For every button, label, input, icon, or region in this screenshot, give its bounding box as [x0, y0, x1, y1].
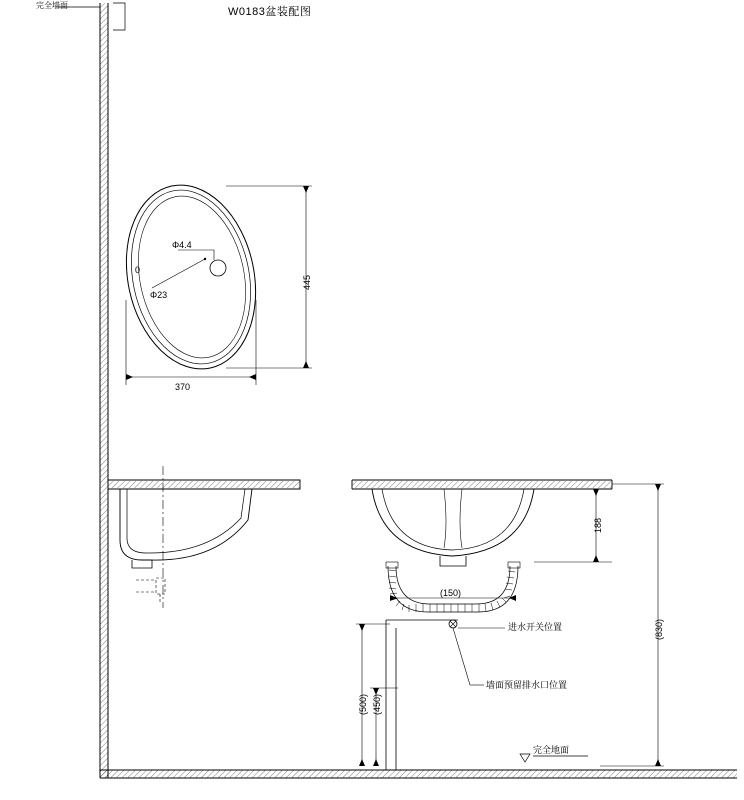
water-inlet-height-dim: (500) — [358, 693, 368, 715]
top-view-width-dim: 370 — [175, 382, 191, 392]
total-height-dim: (830) — [654, 618, 664, 640]
wall-vertical — [100, 3, 108, 778]
inlet-valve-label: 进水开关位置 — [508, 622, 563, 632]
wall-drain-label: 墙面预留排水口位置 — [486, 680, 568, 690]
hole-diameter-label: Φ4.4 — [172, 240, 192, 250]
top-view-height-dim: 445 — [302, 274, 312, 290]
floor-horizontal — [100, 770, 737, 778]
floor-level-label: 完全地面 — [533, 745, 570, 755]
corner-note-label: 完全墙面 — [36, 1, 68, 10]
drawing-title: W0183盆装配图 — [228, 6, 312, 18]
corner-note-leader — [58, 3, 125, 30]
left-section-view — [108, 466, 300, 608]
drain-diameter-label: Φ23 — [150, 290, 168, 300]
trap-width-dim: (150) — [440, 588, 462, 598]
drain-height-dim: (450) — [372, 693, 382, 715]
zero-label: 0 — [135, 265, 141, 275]
top-view-basin — [110, 173, 272, 381]
basin-depth-dim: 188 — [593, 517, 603, 533]
